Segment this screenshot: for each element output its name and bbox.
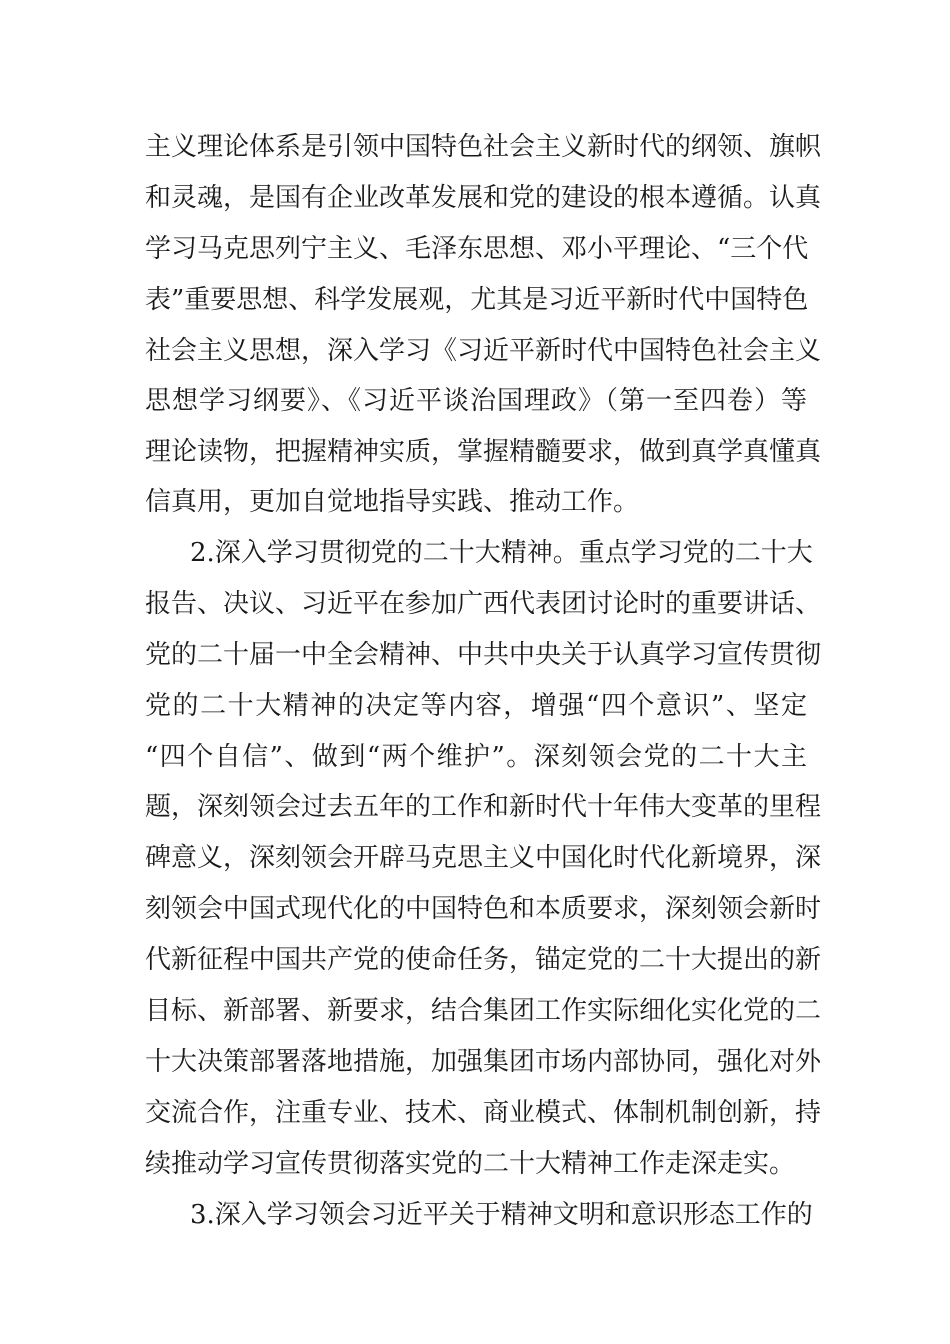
text-line: 表”重要思想、科学发展观，尤其是习近平新时代中国特色 — [145, 285, 809, 315]
text-line: 主义理论体系是引领中国特色社会主义新时代的纲领、旗帜 — [145, 132, 822, 162]
text-line: 续推动学习宣传贯彻落实党的二十大精神工作走深走实。 — [145, 1149, 796, 1179]
text-line: 和灵魂，是国有企业改革发展和党的建设的根本遵循。认真 — [145, 183, 822, 213]
text-line: 十大决策部署落地措施，加强集团市场内部协同，强化对外 — [145, 1047, 822, 1077]
text-line: 代新征程中国共产党的使命任务，锚定党的二十大提出的新 — [145, 945, 822, 975]
paragraph-3-first-line: 3.深入学习领会习近平关于精神文明和意识形态工作的 — [190, 1200, 813, 1230]
text-line: 交流合作，注重专业、技术、商业模式、体制机制创新，持 — [145, 1098, 822, 1128]
text-line: 信真用，更加自觉地指导实践、推动工作。 — [145, 487, 640, 517]
text-line: 学习马克思列宁主义、毛泽东思想、邓小平理论、“三个代 — [145, 234, 809, 264]
paragraph-2-first-line: 2.深入学习贯彻党的二十大精神。重点学习党的二十大 — [190, 538, 813, 568]
text-line: 题，深刻领会过去五年的工作和新时代十年伟大变革的里程 — [145, 792, 822, 822]
text-line: “四个自信”、做到“两个维护”。深刻领会党的二十大主 — [145, 742, 807, 772]
text-line: 社会主义思想，深入学习《习近平新时代中国特色社会主义 — [145, 336, 822, 366]
text-line: 思想学习纲要》、《习近平谈治国理政》（第一至四卷）等 — [145, 386, 807, 416]
text-line: 目标、新部署、新要求，结合集团工作实际细化实化党的二 — [145, 996, 822, 1026]
text-line: 刻领会中国式现代化的中国特色和本质要求，深刻领会新时 — [145, 894, 822, 924]
text-line: 碑意义，深刻领会开辟马克思主义中国化时代化新境界，深 — [145, 843, 822, 873]
text-line: 党的二十大精神的决定等内容，增强“四个意识”、坚定 — [145, 691, 807, 721]
text-line: 党的二十届一中全会精神、中共中央关于认真学习宣传贯彻 — [145, 640, 822, 670]
text-line: 理论读物，把握精神实质，掌握精髓要求，做到真学真懂真 — [145, 437, 822, 467]
text-line: 报告、决议、习近平在参加广西代表团讨论时的重要讲话、 — [145, 589, 822, 619]
